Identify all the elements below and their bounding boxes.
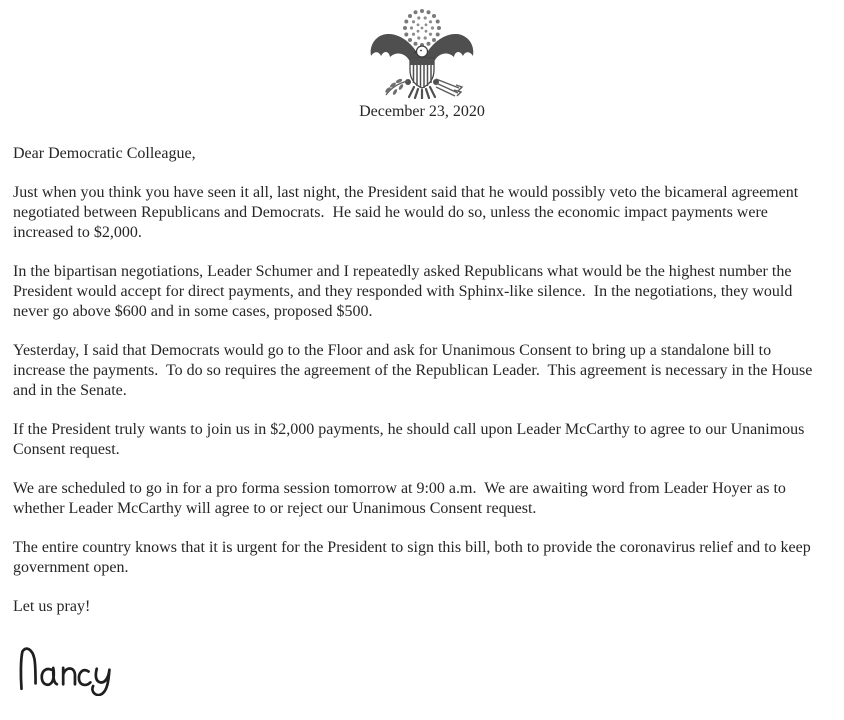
letter-body <box>13 144 844 696</box>
paragraph-line: Consent request. <box>13 441 120 458</box>
paragraph-line: increase the payments. To do so requires the agreement of the Republican Leader. This agreement is necessary in the House <box>13 362 813 379</box>
paragraph-line: negotiated between Republicans and Democrats. He said he would do so, unless the economic impact payments were <box>13 204 768 221</box>
letter-paragraph <box>13 538 844 578</box>
paragraph-line: The entire country knows that it is urgent for the President to sign this bill, both to provide the coronavirus relief and to keep <box>13 539 811 556</box>
paragraph-line: never go above $600 and in some cases, proposed $500. <box>13 303 373 320</box>
paragraph-line: increased to $2,000. <box>13 224 142 241</box>
letter-date: December 23, 2020 <box>359 103 485 120</box>
letter-paragraph <box>13 183 844 243</box>
closing-line: Let us pray! <box>13 598 91 615</box>
salutation: Dear Democratic Colleague, <box>13 145 196 162</box>
signature-nancy <box>15 638 115 696</box>
letter-paragraph <box>13 479 844 519</box>
paragraph-line: We are scheduled to go in for a pro forma session tomorrow at 9:00 a.m. We are awaiting word from Leader Hoyer as to <box>13 480 786 497</box>
paragraph-line: Just when you think you have seen it all, last night, the President said that he would possibly veto the bicameral agreement <box>13 184 799 201</box>
paragraph-line: government open. <box>13 559 129 576</box>
paragraph-line: whether Leader McCarthy will agree to or reject our Unanimous Consent request. <box>13 500 537 517</box>
paragraph-line: In the bipartisan negotiations, Leader Schumer and I repeatedly asked Republicans what would be the highest number the <box>13 263 792 280</box>
great-seal-icon <box>363 5 481 99</box>
letter-paragraph <box>13 341 844 401</box>
paragraph-line: President would accept for direct payments, and they responded with Sphinx-like silence. In the negotiations, they would <box>13 283 793 300</box>
letter-paragraph <box>13 262 844 322</box>
paragraph-line: and in the Senate. <box>13 382 127 399</box>
paragraph-line: If the President truly wants to join us in $2,000 payments, he should call upon Leader McCarthy to agree to our Unanimous <box>13 421 805 438</box>
letter-paragraph <box>13 420 844 460</box>
paragraph-line: Yesterday, I said that Democrats would go to the Floor and ask for Unanimous Consent to bring up a standalone bill to <box>13 342 772 359</box>
